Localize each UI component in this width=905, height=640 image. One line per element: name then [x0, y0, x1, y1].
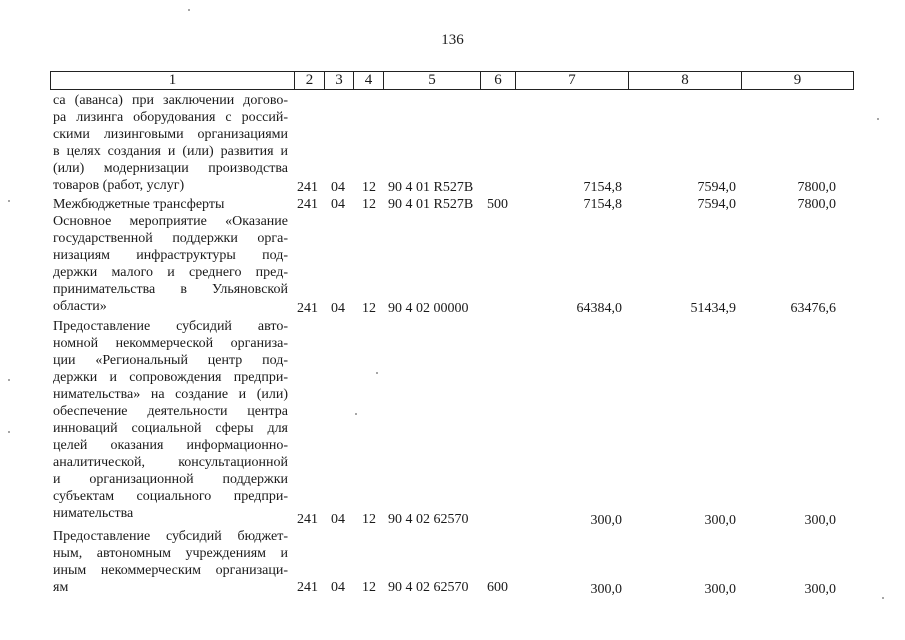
cell-col-3: 04 [331, 580, 345, 595]
cell-col-7: 64384,0 [576, 301, 622, 316]
cell-col-9: 300,0 [804, 513, 836, 528]
cell-col-8: 300,0 [704, 513, 736, 528]
description-line: государственной поддержки орга- [53, 231, 288, 246]
cell-col-3: 04 [331, 197, 345, 212]
cell-col-9: 63476,6 [790, 301, 836, 316]
description-line: низациям инфраструктуры под- [53, 248, 288, 263]
row-description [53, 318, 288, 522]
description-line: нимательства» на создание и (или) [53, 387, 288, 402]
description-line: ям [53, 580, 69, 595]
cell-col-5: 90 4 02 00000 [388, 301, 469, 316]
cell-col-8: 51434,9 [690, 301, 736, 316]
cell-col-5: 90 4 01 R527B [388, 197, 474, 212]
scan-speck [188, 9, 190, 11]
description-line: ным, автономным учреждениям и [53, 546, 288, 561]
column-header-1: 1 [51, 72, 295, 90]
cell-col-8: 300,0 [704, 582, 736, 597]
cell-col-3: 04 [331, 301, 345, 316]
description-line: целей оказания информационно- [53, 438, 288, 453]
cell-col-8: 7594,0 [697, 180, 736, 195]
cell-col-5: 90 4 02 62570 [388, 512, 469, 527]
description-line: аналитической, консультационной [53, 455, 288, 470]
cell-col-7: 300,0 [590, 582, 622, 597]
column-header-4: 4 [354, 72, 384, 90]
cell-col-6: 500 [487, 197, 508, 212]
description-line: принимательства в Ульяновской [53, 282, 288, 297]
cell-col-2: 241 [297, 301, 318, 316]
scan-speck [355, 413, 357, 415]
cell-col-4: 12 [362, 301, 376, 316]
scan-speck [376, 372, 378, 374]
column-header-3: 3 [325, 72, 354, 90]
cell-col-4: 12 [362, 580, 376, 595]
cell-col-7: 7154,8 [583, 180, 622, 195]
description-line: субъектам социального предпри- [53, 489, 288, 504]
cell-col-4: 12 [362, 180, 376, 195]
column-header-6: 6 [481, 72, 516, 90]
description-line: (или) модернизации производства [53, 161, 288, 176]
description-line: держки и сопровождения предпри- [53, 370, 288, 385]
cell-col-9: 7800,0 [797, 197, 836, 212]
cell-col-4: 12 [362, 197, 376, 212]
column-header-2: 2 [295, 72, 325, 90]
cell-col-2: 241 [297, 512, 318, 527]
description-line: номной некоммерческой организа- [53, 336, 288, 351]
description-line: са (аванса) при заключении догово- [53, 93, 288, 108]
description-line: товаров (работ, услуг) [53, 178, 185, 193]
description-line: ра лизинга оборудования с россий- [53, 110, 288, 125]
description-line: Основное мероприятие «Оказание [53, 214, 288, 229]
cell-col-3: 04 [331, 180, 345, 195]
cell-col-2: 241 [297, 197, 318, 212]
scan-speck [8, 431, 10, 433]
cell-col-9: 300,0 [804, 582, 836, 597]
description-line: Предоставление субсидий бюджет- [53, 529, 288, 544]
row-description [53, 196, 288, 213]
description-line: нимательства [53, 506, 134, 521]
description-line: иным некоммерческим организаци- [53, 563, 288, 578]
column-header-9: 9 [742, 72, 854, 90]
row-description [53, 92, 288, 194]
cell-col-2: 241 [297, 580, 318, 595]
cell-col-4: 12 [362, 512, 376, 527]
column-header-8: 8 [629, 72, 742, 90]
description-line: области» [53, 299, 107, 314]
scan-speck [877, 118, 879, 120]
cell-col-6: 600 [487, 580, 508, 595]
cell-col-2: 241 [297, 180, 318, 195]
cell-col-5: 90 4 02 62570 [388, 580, 469, 595]
column-header-5: 5 [384, 72, 481, 90]
scan-speck [8, 200, 10, 202]
scan-speck [8, 379, 10, 381]
description-line: ции «Региональный центр под- [53, 353, 288, 368]
description-line: и организационной поддержки [53, 472, 288, 487]
description-line: держки малого и среднего пред- [53, 265, 288, 280]
cell-col-9: 7800,0 [797, 180, 836, 195]
cell-col-7: 300,0 [590, 513, 622, 528]
cell-col-5: 90 4 01 R527B [388, 180, 474, 195]
description-line: обеспечение деятельности центра [53, 404, 288, 419]
description-line: Предоставление субсидий авто- [53, 319, 288, 334]
cell-col-7: 7154,8 [583, 197, 622, 212]
row-description [53, 213, 288, 315]
cell-col-3: 04 [331, 512, 345, 527]
page-number: 136 [441, 32, 464, 48]
row-description [53, 528, 288, 596]
description-line: инноваций социальной сферы для [53, 421, 288, 436]
description-line: скими лизинговыми организациями [53, 127, 288, 142]
cell-col-8: 7594,0 [697, 197, 736, 212]
description-line: Межбюджетные трансферты [53, 197, 225, 212]
description-line: в целях создания и (или) развития и [53, 144, 288, 159]
scan-speck [882, 597, 884, 599]
column-header-7: 7 [516, 72, 629, 90]
